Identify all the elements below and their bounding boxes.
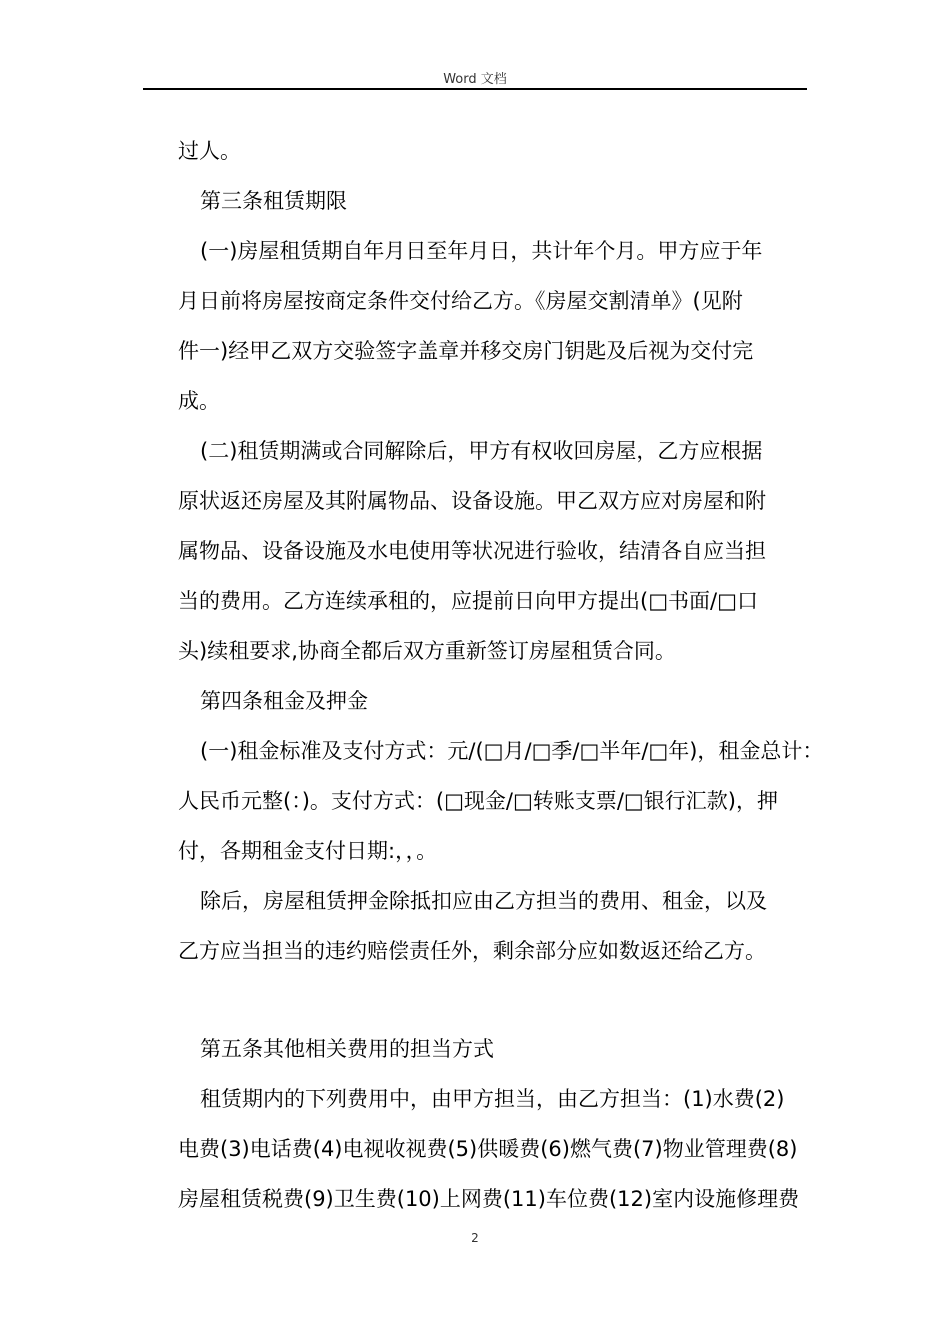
paragraph-line: 过人。	[178, 139, 241, 163]
paragraph-line: 乙方应当担当的违约赔偿责任外，剩余部分应如数返还给乙方。	[178, 939, 766, 963]
section-heading-article-3: 第三条租赁期限	[200, 189, 347, 213]
paragraph-line: 件一)经甲乙双方交验签字盖章并移交房门钥匙及后视为交付完	[178, 339, 754, 363]
paragraph-line: 当的费用。乙方连续承租的，应提前日向甲方提出(□书面/□口	[178, 589, 758, 613]
paragraph-line: (二)租赁期满或合同解除后，甲方有权收回房屋，乙方应根据	[200, 439, 763, 463]
page-number: 2	[471, 1231, 479, 1245]
document-body	[178, 126, 828, 1224]
paragraph-line: 电费(3)电话费(4)电视收视费(5)供暖费(6)燃气费(7)物业管理费(8)	[178, 1137, 798, 1161]
paragraph-line: 房屋租赁税费(9)卫生费(10)上网费(11)车位费(12)室内设施修理费	[178, 1187, 800, 1211]
section-heading-article-5: 第五条其他相关费用的担当方式	[200, 1037, 494, 1061]
paragraph-line: 月日前将房屋按商定条件交付给乙方。《房屋交割清单》(见附	[178, 289, 743, 313]
paragraph-line: 人民币元整(：)。支付方式：(□现金/□转账支票/□银行汇款)，押	[178, 789, 778, 813]
paragraph-line: (一)租金标准及支付方式：元/(□月/□季/□半年/□年)，租金总计：	[200, 739, 824, 763]
paragraph-line: 属物品、设备设施及水电使用等状况进行验收，结清各自应当担	[178, 539, 766, 563]
section-heading-article-4: 第四条租金及押金	[200, 689, 368, 713]
paragraph-line: (一)房屋租赁期自年月日至年月日，共计年个月。甲方应于年	[200, 239, 763, 263]
paragraph-line: 成。	[178, 389, 220, 413]
paragraph-line: 租赁期内的下列费用中，由甲方担当，由乙方担当：(1)水费(2)	[200, 1087, 785, 1111]
paragraph-line: 除后，房屋租赁押金除抵扣应由乙方担当的费用、租金，以及	[200, 889, 767, 913]
paragraph-spacer	[178, 976, 828, 1024]
paragraph-line: 付，各期租金支付日期:，，。	[178, 839, 438, 863]
document-header-title: Word 文档	[443, 72, 507, 87]
paragraph-line: 原状返还房屋及其附属物品、设备设施。甲乙双方应对房屋和附	[178, 489, 766, 513]
paragraph-line: 头)续租要求,协商全都后双方重新签订房屋租赁合同。	[178, 639, 676, 663]
header-divider	[143, 88, 807, 90]
